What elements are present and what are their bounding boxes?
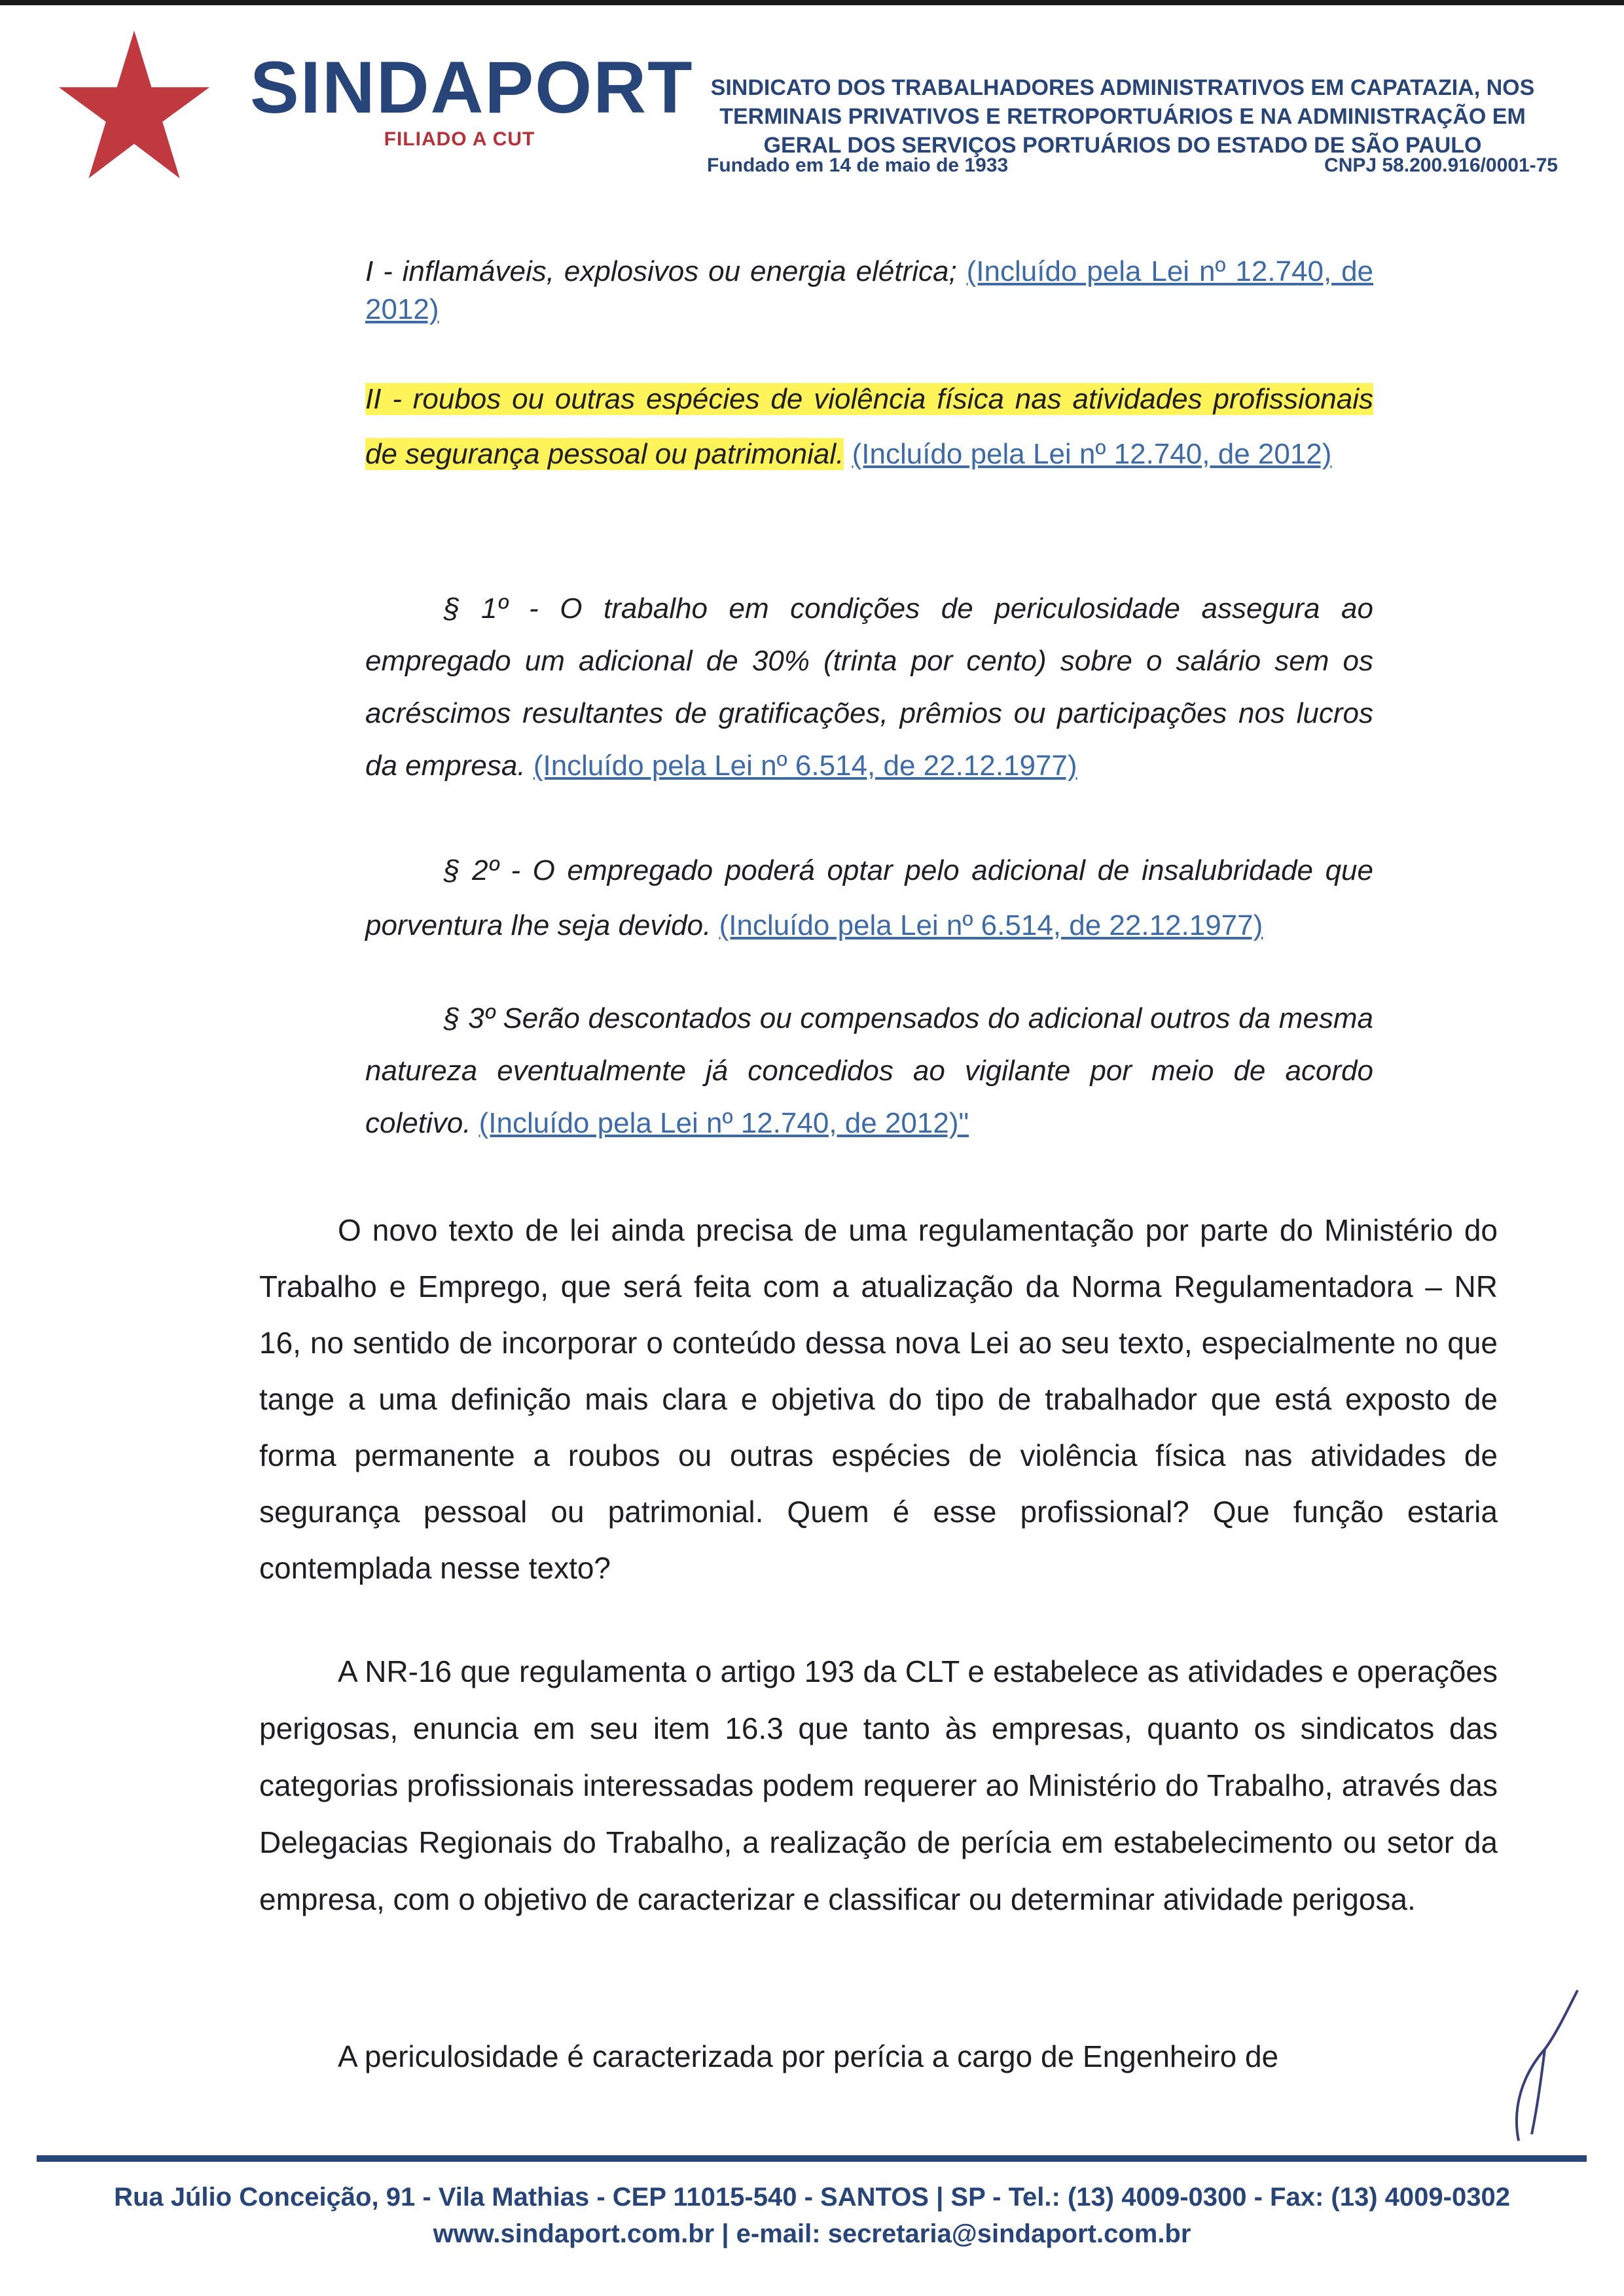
law-item-text: I - inflamáveis, explosivos ou energia elétrica; <box>365 255 967 287</box>
law-paragraph-1 <box>365 583 1373 792</box>
org-line: GERAL DOS SERVIÇOS PORTUÁRIOS DO ESTADO DE SÃO PAULO <box>763 133 1482 158</box>
body-paragraph: A NR-16 que regulamenta o artigo 193 da CLT e estabelece as atividades e operações perigosas, enuncia em seu item 16.3 que tanto às empresas, quanto os sindicatos das categorias profissionais interessadas podem requerer ao Ministério do Trabalho, através das Delegacias Regionais do Trabalho, a realização de perícia em estabelecimento ou setor da empresa, com o objetivo de caracterizar e classificar ou determinar atividade perigosa. <box>259 1654 1498 1916</box>
org-line: SINDICATO DOS TRABALHADORES ADMINISTRATIVOS EM CAPATAZIA, NOS <box>710 75 1535 100</box>
scan-top-edge <box>0 0 1624 5</box>
law-reference-link[interactable]: (Incluído pela Lei nº 6.514, de 22.12.1977) <box>533 750 1077 782</box>
organization-name <box>687 73 1558 160</box>
star-logo-icon <box>52 27 216 185</box>
law-paragraph-text: § 3º Serão descontados ou compensados do adicional outros da mesma natureza eventualmente já concedidos ao vigilante por meio de acordo coletivo. <box>365 1002 1373 1139</box>
law-paragraph-2 <box>365 843 1373 953</box>
brand-block <box>250 46 694 151</box>
law-item-i <box>365 253 1373 329</box>
affiliation-label: FILIADO A CUT <box>384 128 535 150</box>
footer-divider <box>37 2155 1587 2162</box>
org-line: TERMINAIS PRIVATIVOS E RETROPORTUÁRIOS E NA ADMINISTRAÇÃO EM <box>719 104 1526 129</box>
law-paragraph-3 <box>365 993 1373 1150</box>
law-reference-link[interactable]: (Incluído pela Lei nº 12.740, de 2012) <box>365 255 1374 325</box>
highlighted-law-text: II - roubos ou outras espécies de violência física nas atividades profissionais de segurança pessoal ou patrimonial. <box>365 383 1373 470</box>
law-reference-link[interactable]: (Incluído pela Lei nº 12.740, de 2012)" <box>478 1107 969 1139</box>
cnpj-number: CNPJ 58.200.916/0001-75 <box>1324 155 1558 176</box>
law-reference-link[interactable]: (Incluído pela Lei nº 6.514, de 22.12.1977) <box>719 909 1263 941</box>
law-paragraph-text: § 2º - O empregado poderá optar pelo adicional de insalubridade que porventura lhe seja devido. <box>365 854 1373 941</box>
body-paragraph: A periculosidade é caracterizada por perícia a cargo de Engenheiro de <box>338 2039 1279 2073</box>
handwritten-initials-mark <box>1506 1977 1591 2147</box>
footer-contact: www.sindaport.com.br | e-mail: secretaria@sindaport.com.br <box>433 2219 1191 2248</box>
footer-address: Rua Júlio Conceição, 91 - Vila Mathias - CEP 11015-540 - SANTOS | SP - Tel.: (13) 4009-0300 - Fax: (13) 4009-0302 <box>114 2183 1510 2212</box>
law-reference-link[interactable]: (Incluído pela Lei nº 12.740, de 2012) <box>852 438 1332 470</box>
page-footer <box>0 2179 1624 2252</box>
law-paragraph-text: § 1º - O trabalho em condições de periculosidade assegura ao empregado um adicional de 30% (trinta por cento) sobre o salário sem os acréscimos resultantes de gratificações, prêmios ou participações nos lucros da empresa. <box>365 592 1373 782</box>
law-item-ii <box>365 372 1373 482</box>
body-paragraph: O novo texto de lei ainda precisa de uma regulamentação por parte do Ministério do Trabalho e Emprego, que será feita com a atualização da Norma Regulamentadora – NR 16, no sentido de incorporar o conteúdo dessa nova Lei ao seu texto, especialmente no que tange a uma definição mais clara e objetiva do tipo de trabalhador que está exposto de forma permanente a roubos ou outras espécies de violência física nas atividades de segurança pessoal ou patrimonial. Quem é esse profissional? Que função estaria contemplada nesse texto? <box>259 1213 1498 1585</box>
founded-date: Fundado em 14 de maio de 1933 <box>707 155 1009 176</box>
brand-name: SINDAPORT <box>250 46 694 128</box>
